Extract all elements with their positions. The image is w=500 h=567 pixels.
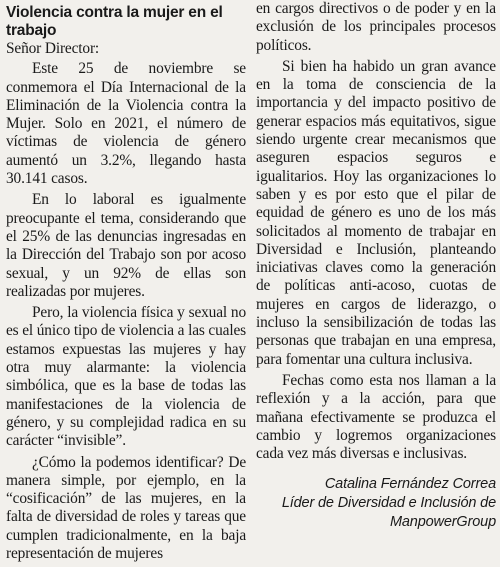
paragraph-4: ¿Cómo la podemos identificar? De manera simple, por ejemplo, en la “cosificación” de las mujeres, en la falta de diversidad de roles y tareas que cumplen tradicionalmente, en la baja representación de mujeres — [6, 453, 246, 563]
right-column — [256, 0, 496, 532]
paragraph-2: En lo laboral es igualmente preocupante el tema, considerando que el 25% de las denuncias ingresadas en la Dirección del Trabajo son por acoso sexual, y un 92% de ellas son realizadas por mujeres. — [6, 191, 246, 300]
paragraph-5: Si bien ha habido un gran avance en la toma de consciencia de la importancia y del impacto positivo de generar espacios más equitativos, sigue siendo urgente crear mecanismos que aseguren espacios seguros e igualitarios. Hoy las organizaciones lo saben y es por esto que el pilar de equidad de género es uno de los más solicitados al momento de trabajar en Diversidad e Inclusión, planteando iniciativas claves como la generación de políticas anti-acoso, cuotas de mujeres en cargos de liderazgo, o incluso la sensibilización de todas las personas que trabajan en una empresa, para fomentar una cultura inclusiva. — [256, 57, 496, 368]
paragraph-6: Fechas como esta nos llaman a la reflexión y a la acción, para que mañana efectivamente se produzca el cambio y logremos organizaciones cada vez más diversas e inclusivas. — [256, 371, 496, 463]
paragraph-1: Este 25 de noviembre se conmemora el Día Internacional de la Eliminación de la Violencia contra la Mujer. Solo en 2021, el número de víctimas de violencia de género aumentó un 3.2%, llegando hasta 30.141 casos. — [6, 60, 246, 188]
article-title: Violencia contra la mujer en el trabajo — [6, 4, 223, 39]
signature-name: Catalina Fernández Correa — [324, 476, 496, 493]
signature-block — [256, 475, 496, 532]
signature-role: Líder de Diversidad e Inclusión de — [281, 495, 496, 512]
salutation: Señor Director: — [6, 40, 100, 57]
paragraph-3: Pero, la violencia física y sexual no es el único tipo de violencia a las cuales estamos expuestas las mujeres y hay otra muy alarmante: la violencia simbólica, que es la base de todas las manifestaciones de la violencia de género, y su complejidad radica en su carácter “invisible”. — [6, 304, 246, 450]
signature-company: ManpowerGroup — [389, 514, 496, 531]
paragraph-4-continued: en cargos directivos o de poder y en la exclusión de los principales procesos políticos. — [256, 0, 496, 54]
left-column — [6, 0, 246, 566]
